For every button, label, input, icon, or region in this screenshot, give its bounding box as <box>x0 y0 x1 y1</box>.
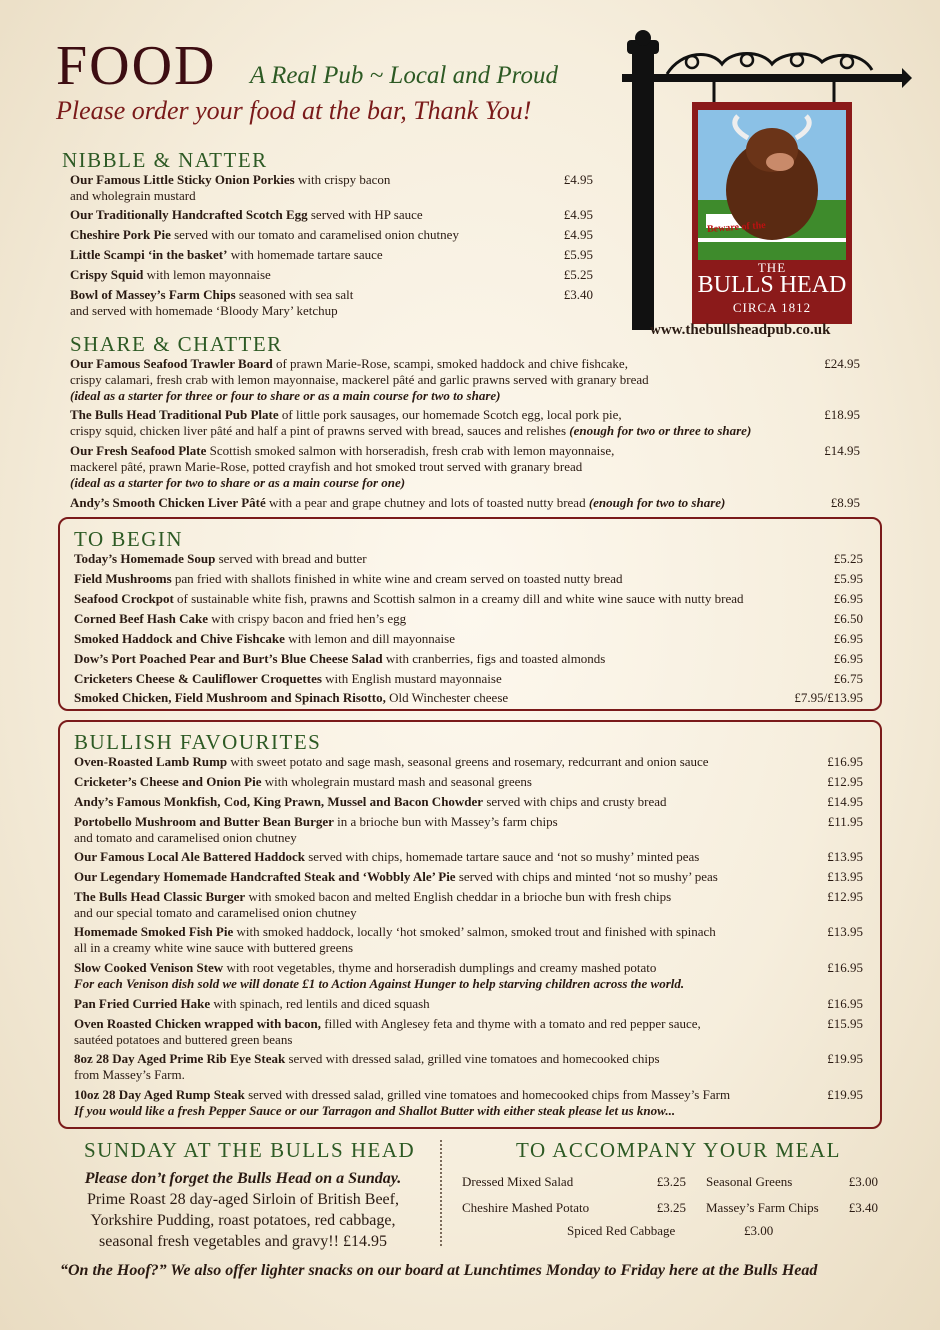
item-price: £5.25 <box>833 551 863 566</box>
item-price: £4.95 <box>563 207 593 222</box>
item-price: £16.95 <box>827 960 863 975</box>
menu-item: Field Mushrooms pan fried with shallots finished in white wine and cream served on toasted nutty bread <box>74 571 623 586</box>
tagline: A Real Pub ~ Local and Proud <box>250 62 558 89</box>
menu-item: Smoked Chicken, Field Mushroom and Spinach Risotto, Old Winchester cheese <box>74 690 509 705</box>
side-dish-price: £3.25 <box>656 1174 686 1189</box>
menu-item: Our Famous Local Ale Battered Haddock served with chips, homemade tartare sauce and ‘not so mushy’ minted peas <box>74 849 700 864</box>
side-dish-price: £3.25 <box>656 1200 686 1215</box>
sunday-line-4: seasonal fresh vegetables and gravy!! £14.95 <box>99 1233 387 1250</box>
side-dish-name: Cheshire Mashed Potato <box>462 1200 590 1215</box>
item-price: £16.95 <box>827 754 863 769</box>
menu-item: Homemade Smoked Fish Pie with smoked haddock, locally ‘hot smoked’ salmon, smoked trout and finished with spinach all in a creamy white wine sauce with buttered greens <box>74 924 716 955</box>
item-price: £19.95 <box>827 1087 863 1102</box>
section-heading-begin: TO BEGIN <box>74 527 184 551</box>
item-price: £6.50 <box>833 611 863 626</box>
menu-item: Our Famous Little Sticky Onion Porkies with crispy bacon and wholegrain mustard <box>70 172 391 203</box>
menu-item: Pan Fried Curried Hake with spinach, red lentils and diced squash <box>74 996 430 1011</box>
item-price: £3.40 <box>563 287 593 302</box>
item-price: £6.95 <box>833 631 863 646</box>
side-dish-name: Massey’s Farm Chips <box>706 1200 819 1215</box>
sunday-line-3: Yorkshire Pudding, roast potatoes, red cabbage, <box>90 1212 396 1229</box>
menu-item: Our Legendary Homemade Handcrafted Steak and ‘Wobbly Ale’ Pie served with chips and minted ‘not so mushy’ peas <box>74 869 718 884</box>
menu-item: Oven Roasted Chicken wrapped with bacon, filled with Anglesey feta and thyme with a tomato and red pepper sauce, sautéed potatoes and buttered green beans <box>74 1016 701 1047</box>
item-price: £15.95 <box>827 1016 863 1031</box>
item-price: £6.95 <box>833 591 863 606</box>
menu-item: Corned Beef Hash Cake with crispy bacon and fried hen’s egg <box>74 611 407 626</box>
item-price: £12.95 <box>827 774 863 789</box>
menu-item: The Bulls Head Traditional Pub Plate of little pork sausages, our homemade Scotch egg, local pork pie, crispy squid, chicken liver pâté and half a pint of prawns served with bread, sauces and relishes (enough for two or three to share) <box>70 407 752 438</box>
item-price: £6.95 <box>833 651 863 666</box>
item-price: £5.95 <box>563 247 593 262</box>
sign-circa: CIRCA 1812 <box>732 300 812 315</box>
menu-item: Our Famous Seafood Trawler Board of prawn Marie-Rose, scampi, smoked haddock and chive fishcake, crispy calamari, fresh crab with lemon mayonnaise, mackerel pâté and garlic prawns served with granary bread (ideal as a starter for three or four to share or as a main course for two to share) <box>70 356 649 403</box>
menu-item: Cricketers Cheese & Cauliflower Croquettes with English mustard mayonnaise <box>74 671 502 686</box>
item-price: £6.75 <box>833 671 863 686</box>
item-price: £4.95 <box>563 227 593 242</box>
menu-item: Little Scampi ‘in the basket’ with homemade tartare sauce <box>70 247 383 262</box>
section-heading-sunday: SUNDAY AT THE BULLS HEAD <box>84 1138 416 1162</box>
item-price: £8.95 <box>830 495 860 510</box>
item-price: £13.95 <box>827 924 863 939</box>
menu-item: 8oz 28 Day Aged Prime Rib Eye Steak served with dressed salad, grilled vine tomatoes and homecooked chips from Massey’s Farm. <box>74 1051 660 1082</box>
menu-item: Smoked Haddock and Chive Fishcake with lemon and dill mayonnaise <box>74 631 455 646</box>
item-price: £12.95 <box>827 889 863 904</box>
item-price: £13.95 <box>827 869 863 884</box>
item-price: £11.95 <box>827 814 863 829</box>
sunday-roast-description <box>60 1168 426 1252</box>
item-price: £19.95 <box>827 1051 863 1066</box>
menu-item: Oven-Roasted Lamb Rump with sweet potato and sage mash, seasonal greens and rosemary, redcurrant and onion sauce <box>74 754 709 769</box>
section-heading-accompany: TO ACCOMPANY YOUR MEAL <box>516 1138 841 1162</box>
menu-item: Bowl of Massey’s Farm Chips seasoned with sea salt and served with homemade ‘Bloody Mary’ ketchup <box>70 287 354 318</box>
item-price: £5.25 <box>563 267 593 282</box>
item-price: £14.95 <box>827 794 863 809</box>
sign-beware-text: Beware of the <box>706 219 766 236</box>
section-heading-share: SHARE & CHATTER <box>70 332 283 356</box>
menu-item: Cheshire Pork Pie served with our tomato and caramelised onion chutney <box>70 227 459 242</box>
menu-item: Today’s Homemade Soup served with bread and butter <box>74 551 367 566</box>
side-dish-price: £3.40 <box>848 1200 878 1215</box>
item-price: £14.95 <box>824 443 860 458</box>
menu-item: Seafood Crockpot of sustainable white fish, prawns and Scottish salmon in a creamy dill and white wine sauce with nutty bread <box>74 591 744 606</box>
sunday-line-1: Please don’t forget the Bulls Head on a Sunday. <box>84 1170 402 1187</box>
side-dish-price: £3.00 <box>848 1174 878 1189</box>
menu-item: Crispy Squid with lemon mayonnaise <box>70 267 271 282</box>
side-dish-name: Spiced Red Cabbage <box>567 1223 676 1238</box>
side-dish-name: Seasonal Greens <box>706 1174 793 1189</box>
menu-item: Andy’s Famous Monkfish, Cod, King Prawn, Mussel and Bacon Chowder served with chips and crusty bread <box>74 794 667 809</box>
item-price: £5.95 <box>833 571 863 586</box>
menu-item: Our Fresh Seafood Plate Scottish smoked salmon with horseradish, fresh crab with lemon mayonnaise, mackerel pâté, prawn Marie-Rose, potted crayfish and hot smoked trout served with granary bread (ideal as a starter for two to share or as a main course for one) <box>70 443 615 490</box>
website-link[interactable]: www.thebullsheadpub.co.uk <box>650 322 831 338</box>
side-dish-name: Dressed Mixed Salad <box>462 1174 574 1189</box>
sign-pub-name: BULLS HEAD <box>697 272 847 298</box>
section-heading-bullish: BULLISH FAVOURITES <box>74 730 322 754</box>
side-dish-price: £3.00 <box>744 1223 774 1238</box>
footer-note: “On the Hoof?” We also offer lighter snacks on our board at Lunchtimes Monday to Friday here at the Bulls Head <box>60 1262 818 1279</box>
section-divider <box>440 1140 442 1246</box>
item-price: £18.95 <box>824 407 860 422</box>
menu-item: 10oz 28 Day Aged Rump Steak served with dressed salad, grilled vine tomatoes and homecooked chips from Massey’s Farm If you would like a fresh Pepper Sauce or our Tarragon and Shallot Butter with either steak please let us know... <box>74 1087 731 1118</box>
item-price: £24.95 <box>824 356 860 371</box>
menu-item: The Bulls Head Classic Burger with smoked bacon and melted English cheddar in a brioche bun with fresh chips and our special tomato and caramelised onion chutney <box>74 889 672 920</box>
menu-item: Dow’s Port Poached Pear and Burt’s Blue Cheese Salad with cranberries, figs and toasted almonds <box>74 651 606 666</box>
menu-item: Our Traditionally Handcrafted Scotch Egg served with HP sauce <box>70 207 423 222</box>
item-price: £16.95 <box>827 996 863 1011</box>
page-title: FOOD <box>56 35 217 97</box>
sign-the: THE <box>757 260 787 275</box>
section-heading-nibble: NIBBLE & NATTER <box>62 148 268 172</box>
item-price: £7.95/£13.95 <box>794 690 863 705</box>
menu-item: Cricketer’s Cheese and Onion Pie with wholegrain mustard mash and seasonal greens <box>74 774 532 789</box>
order-instructions: Please order your food at the bar, Thank You! <box>56 96 532 125</box>
item-price: £4.95 <box>563 172 593 187</box>
menu-item: Slow Cooked Venison Stew with root vegetables, thyme and horseradish dumplings and creamy mashed potato For each Venison dish sold we will donate £1 to Action Against Hunger to help starving children across the world. <box>74 960 685 991</box>
menu-item: Andy’s Smooth Chicken Liver Pâté with a pear and grape chutney and lots of toasted nutty bread (enough for two to share) <box>70 495 726 510</box>
menu-item: Portobello Mushroom and Butter Bean Burger in a brioche bun with Massey’s farm chips and tomato and caramelised onion chutney <box>74 814 558 845</box>
item-price: £13.95 <box>827 849 863 864</box>
sunday-line-2: Prime Roast 28 day-aged Sirloin of British Beef, <box>87 1191 399 1208</box>
